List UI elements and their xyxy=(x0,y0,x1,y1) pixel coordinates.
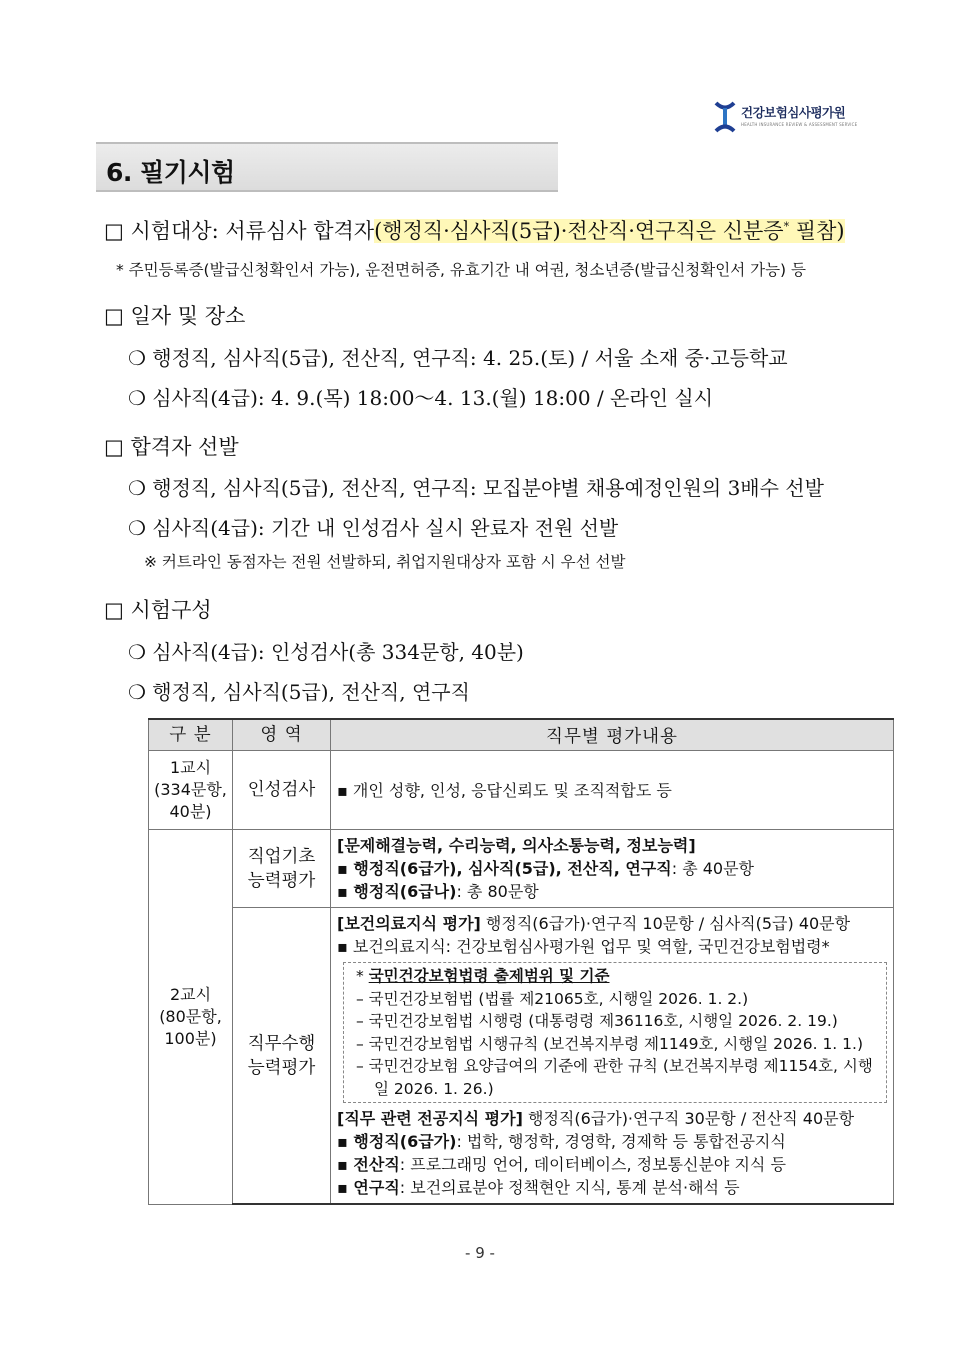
basic-line-2 xyxy=(337,880,887,903)
area-cell-basic xyxy=(233,830,331,908)
footnote-mark: * xyxy=(783,220,790,233)
area-cell-personality: 인성검사 xyxy=(233,751,331,830)
job-title: [직무 관련 전공지식 평가] xyxy=(337,1109,523,1128)
exam-target-tail: 필참) xyxy=(789,219,845,243)
composition-item-2: ❍ 행정직, 심사직(5급), 전산직, 연구직 xyxy=(128,680,470,704)
date-place-item-1: ❍ 행정직, 심사직(5급), 전산직, 연구직: 4. 25.(토) / 서울 소재 중·고등학교 xyxy=(128,346,788,370)
job-line-3-label: ▪ 연구직 xyxy=(337,1178,400,1197)
exam-target-head: □ 시험대상: 서류심사 합격자 xyxy=(104,219,375,243)
area-label: 능력평가 xyxy=(247,1057,316,1078)
basic-title: [문제해결능력, 수리능력, 의사소통능력, 정보능력] xyxy=(337,836,696,855)
medical-title-text: 행정직(6급가)·연구직 10문항 / 심사직(5급) 40문항 xyxy=(480,914,851,933)
period-label: 2교시 xyxy=(169,984,212,1004)
exam-target-line xyxy=(104,215,845,245)
area-cell-job xyxy=(233,908,331,1205)
exam-target-note: * 주민등록증(발급신청확인서 가능), 운전면허증, 유효기간 내 여권, 청소년증(발급신청확인서 가능) 등 xyxy=(116,261,806,279)
basic-line-2-label: ▪ 행정직(6급나) xyxy=(337,882,457,901)
table-row xyxy=(149,830,894,908)
area-label: 직무수행 xyxy=(247,1033,316,1054)
law-item: – 국민건강보험법 (법률 제21065호, 시행일 2026. 1. 2.) xyxy=(356,989,749,1008)
law-item: – 국민건강보험법 시행규칙 (보건복지부령 제1149호, 시행일 2026. 1. 1.) xyxy=(356,1034,863,1053)
date-place-heading: □ 일자 및 장소 xyxy=(104,304,246,328)
date-place-item-2: ❍ 심사직(4급): 4. 9.(목) 18:00～4. 13.(월) 18:00 / 온라인 실시 xyxy=(128,386,714,410)
header-area: 영 역 xyxy=(233,719,331,751)
period-cell-2 xyxy=(149,830,233,1205)
area-label: 직업기초 xyxy=(247,846,316,867)
content-cell-job xyxy=(331,908,894,1205)
job-title-line xyxy=(337,1107,887,1130)
selection-item-2: ❍ 심사직(4급): 기간 내 인성검사 실시 완료자 전원 선발 xyxy=(128,516,619,540)
exam-target-highlight xyxy=(374,219,844,243)
section-title: 6. 필기시험 xyxy=(106,158,235,187)
medical-title-line xyxy=(337,912,887,935)
job-line-2-label: ▪ 전산직 xyxy=(337,1155,400,1174)
basic-line-1-label: ▪ 행정직(6급가), 심사직(5급), 전산직, 연구직 xyxy=(337,859,672,878)
content-cell-personality: ▪ 개인 성향, 인성, 응답신뢰도 및 조직적합도 등 xyxy=(331,751,894,830)
exam-structure-table xyxy=(148,718,894,1205)
content-cell-basic xyxy=(331,830,894,908)
job-line-3 xyxy=(337,1176,887,1199)
medical-line: ▪ 보건의료지식: 건강보험심사평가원 업무 및 역할, 국민건강보험법령* xyxy=(337,937,830,956)
footnote-mark: * xyxy=(356,967,364,985)
table-row xyxy=(149,908,894,1205)
table-row xyxy=(149,751,894,830)
logo-name: 건강보험심사평가원 xyxy=(741,105,846,121)
job-line-1-label: ▪ 행정직(6급가) xyxy=(337,1132,457,1151)
law-scope-title-line xyxy=(356,965,878,988)
selection-item-1: ❍ 행정직, 심사직(5급), 전산직, 연구직: 모집분야별 채용예정인원의 3배수 선발 xyxy=(128,476,824,500)
composition-item-1: ❍ 심사직(4급): 인성검사(총 334문항, 40분) xyxy=(128,640,524,664)
job-line-1-text: : 법학, 행정학, 경영학, 경제학 등 통합전공지식 xyxy=(456,1132,786,1151)
exam-target-highlight-text: (행정직·심사직(5급)·전산직·연구직은 신분증 xyxy=(374,219,784,243)
period-cell-1 xyxy=(149,751,233,830)
medical-title: [보건의료지식 평가] xyxy=(337,914,481,933)
law-scope-title: 국민건강보험법령 출제범위 및 기준 xyxy=(368,967,610,985)
period-count: (334문항, xyxy=(154,780,227,799)
job-title-text: 행정직(6급가)·연구직 30문항 / 전산직 40문항 xyxy=(522,1109,855,1128)
period-time: 40분) xyxy=(169,802,212,821)
header-period: 구 분 xyxy=(149,719,233,751)
job-line-3-text: : 보건의료분야 정책현안 지식, 통계 분석·해석 등 xyxy=(399,1178,740,1197)
law-item: – 국민건강보험법 시행령 (대통령령 제36116호, 시행일 2026. 2. 19.) xyxy=(356,1012,838,1030)
selection-note: ※ 커트라인 동점자는 전원 선발하되, 취업지원대상자 포함 시 우선 선발 xyxy=(144,553,626,571)
job-line-2 xyxy=(337,1153,887,1176)
period-count: (80문항, xyxy=(159,1006,222,1026)
area-label: 능력평가 xyxy=(247,870,316,891)
law-item: – 국민건강보험 요양급여의 기준에 관한 규칙 (보건복지부령 제1154호, 시행일 2026. 1. 26.) xyxy=(356,1057,873,1098)
header-content: 직무별 평가내용 xyxy=(331,719,894,751)
logo-subtitle: HEALTH INSURANCE REVIEW & ASSESSMENT SERVICE xyxy=(741,121,858,127)
basic-line-1-text: : 총 40문항 xyxy=(671,859,755,878)
period-time: 100분) xyxy=(164,1028,217,1048)
period-label: 1교시 xyxy=(169,758,212,777)
basic-line-2-text: : 총 80문항 xyxy=(456,882,539,901)
basic-line-1 xyxy=(337,857,887,880)
table-header-row xyxy=(149,719,894,751)
law-scope-box xyxy=(343,962,887,1103)
composition-heading: □ 시험구성 xyxy=(104,598,212,622)
section-title-box xyxy=(96,142,558,192)
selection-heading: □ 합격자 선발 xyxy=(104,435,239,459)
job-line-2-text: : 프로그래밍 언어, 데이터베이스, 정보통신분야 지식 등 xyxy=(399,1155,786,1174)
page-number: - 9 - xyxy=(465,1244,495,1262)
job-line-1 xyxy=(337,1130,887,1153)
institution-logo xyxy=(714,100,857,134)
logo-icon xyxy=(714,101,736,133)
